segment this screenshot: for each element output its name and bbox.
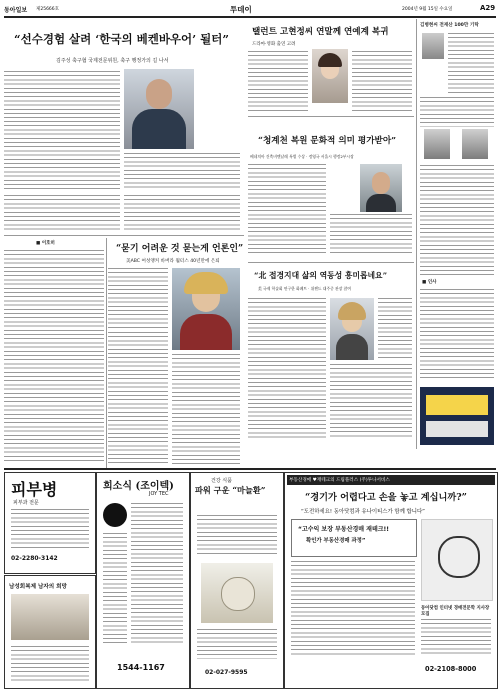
ad-realestate-box-sub: 확인가 부동산경매 과정”: [306, 538, 366, 544]
ad-garlic-photo: [201, 563, 273, 623]
sidebar-memo-body: [420, 289, 494, 379]
ad-garlic-body-b: [197, 629, 277, 659]
ad-garlic-tag: 건강 식품: [211, 478, 232, 484]
sidebar-photo-3: [462, 129, 488, 159]
sidebar: [418, 19, 496, 449]
masthead-rule: [4, 16, 496, 18]
mid-body-b: [108, 332, 168, 464]
ad-right-title: 동아닷컴 인터넷 경매전문학 지사장 모집: [421, 606, 490, 617]
ad-hair-photo: [11, 594, 89, 640]
ad-right-body: [421, 619, 491, 655]
right-top-divider: [248, 116, 414, 117]
ad-joytec-title: 희소식 (조이텍): [103, 481, 174, 492]
mid-body-c: [172, 354, 240, 464]
masthead-date: 2004년 9월 15일 수요일: [402, 7, 453, 12]
right-mid-article: [248, 118, 414, 260]
ad-realestate-phone: 02-2108-8000: [425, 665, 477, 673]
right-top-headline: 탤런트 고현정씨 연말께 연예계 복귀: [252, 27, 389, 37]
ad-garlic-phone: 02-027-9595: [205, 669, 248, 676]
ad-realestate[interactable]: [284, 472, 498, 689]
right-bottom-article: [248, 264, 414, 442]
masthead-page: A29: [480, 4, 496, 12]
main-body-col1: [4, 71, 120, 119]
right-mid-body-a: [248, 164, 326, 256]
ad-garlic-title: 파워 구운 “마늘환”: [195, 485, 266, 495]
ad-realestate-box: [291, 519, 417, 557]
mid-subhead: 美ABC 여성앵커 바버라 월터스 40년만에 은퇴: [126, 259, 220, 264]
sidebar-ad: [420, 387, 494, 445]
ad-skin-title: 피부병: [11, 480, 58, 499]
ad-hair-title: 남성회복제 남자의 희망: [9, 584, 67, 590]
ad-realestate-body: [291, 561, 415, 655]
right-top-article: [248, 19, 414, 115]
ad-realestate-sub: “도전하세요! 동아닷컴과 유나이티스가 함께 합니다”: [301, 509, 425, 515]
mid-article: [108, 238, 244, 468]
left-column-divider: [106, 238, 107, 468]
right-mid-body-b: [330, 214, 412, 256]
mid-body-a: [108, 268, 168, 328]
right-mid-headline: “청계천 복원 문화적 의미 평가받아”: [258, 136, 397, 146]
right-mid-divider: [248, 262, 414, 263]
mid-headline: “묻기 어려운 것 묻는게 언론인”: [116, 244, 244, 254]
right-top-subhead: 드라마·영화 출연 고려: [252, 42, 296, 47]
masthead-issue: 제25666호: [36, 7, 60, 12]
sidebar-divider: [416, 19, 417, 449]
ad-realestate-box-title: “고수익 보장 부동산경매 재테크!!: [298, 526, 390, 533]
ads-top-rule: [4, 468, 496, 470]
left-column-body: [4, 250, 104, 464]
ad-garlic[interactable]: [190, 472, 284, 689]
right-top-body-b: [352, 51, 412, 111]
ad-joytec-body: [131, 503, 183, 643]
sidebar-body-1: [448, 33, 494, 93]
ad-joytec[interactable]: [96, 472, 190, 689]
right-mid-photo: [360, 164, 402, 212]
ad-skin-sub: 피부과 전문: [13, 500, 39, 506]
sidebar-body-2: [420, 97, 494, 127]
right-top-photo: [312, 49, 348, 103]
sidebar-photo-2: [424, 129, 450, 159]
masthead-paper: 동아일보: [4, 7, 28, 14]
right-bottom-photo: [330, 298, 374, 360]
ad-hair-body: [11, 646, 89, 682]
ad-skin-phone: 02-2280-3142: [11, 555, 58, 562]
sidebar-title: 김병현씨 전재산 100만 기탁: [420, 23, 479, 28]
main-body-col4: [124, 195, 240, 233]
left-column: [4, 238, 104, 468]
sidebar-memo: ■ 인사: [422, 280, 437, 285]
main-body-col2: [124, 153, 240, 191]
main-subhead: 김주성 축구협 국제전문위원, 축구 행정가의 길 나서: [56, 58, 169, 64]
right-mid-subhead: 베네치아 건축비엔날레 특별 수상 · 정영국 서울시 행정2부시장: [250, 154, 354, 159]
main-divider: [4, 235, 244, 236]
ad-joytec-phone: 1544-1167: [117, 663, 165, 672]
ad-joytec-mark: [103, 503, 127, 527]
ad-skin-body: [11, 509, 89, 549]
right-top-body-a: [248, 51, 308, 111]
ad-realestate-headline: “경기가 어렵다고 손을 놓고 계십니까?”: [305, 492, 467, 503]
ad-garlic-body: [197, 515, 277, 555]
sidebar-photo-1: [422, 33, 444, 59]
right-bottom-subhead: 美 국제 학술회 연구한 화폐트 · 위젠드 대주중 관장 참여: [258, 286, 351, 291]
masthead: [4, 2, 496, 16]
ad-hair[interactable]: [4, 575, 96, 689]
right-bottom-body-c: [330, 364, 412, 438]
ad-realestate-banner: 부동산경매 ♥재테크의 드림플러스 (주)투나서비스: [287, 475, 495, 485]
main-photo: [124, 69, 194, 149]
ad-joytec-brand: JOY TEC: [149, 491, 169, 497]
main-body-col1b: [4, 121, 120, 191]
right-bottom-body-b: [378, 298, 412, 360]
ad-joytec-body-left: [103, 533, 127, 643]
column-left-title: ■ 이호히: [36, 241, 55, 246]
main-body-col3: [4, 195, 120, 233]
sidebar-body-3: [420, 165, 494, 275]
right-bottom-headline: “北 접경지대 삶의 역동성 흥미롭네요”: [254, 271, 388, 280]
ad-skin[interactable]: [4, 472, 96, 574]
ad-realestate-graphic: [421, 519, 493, 601]
right-bottom-body-a: [248, 298, 326, 438]
main-headline: “선수경험 살려 ‘한국의 베켄바우어’ 될터”: [14, 32, 229, 46]
mid-photo: [172, 268, 240, 350]
masthead-section: 투데이: [230, 5, 252, 14]
